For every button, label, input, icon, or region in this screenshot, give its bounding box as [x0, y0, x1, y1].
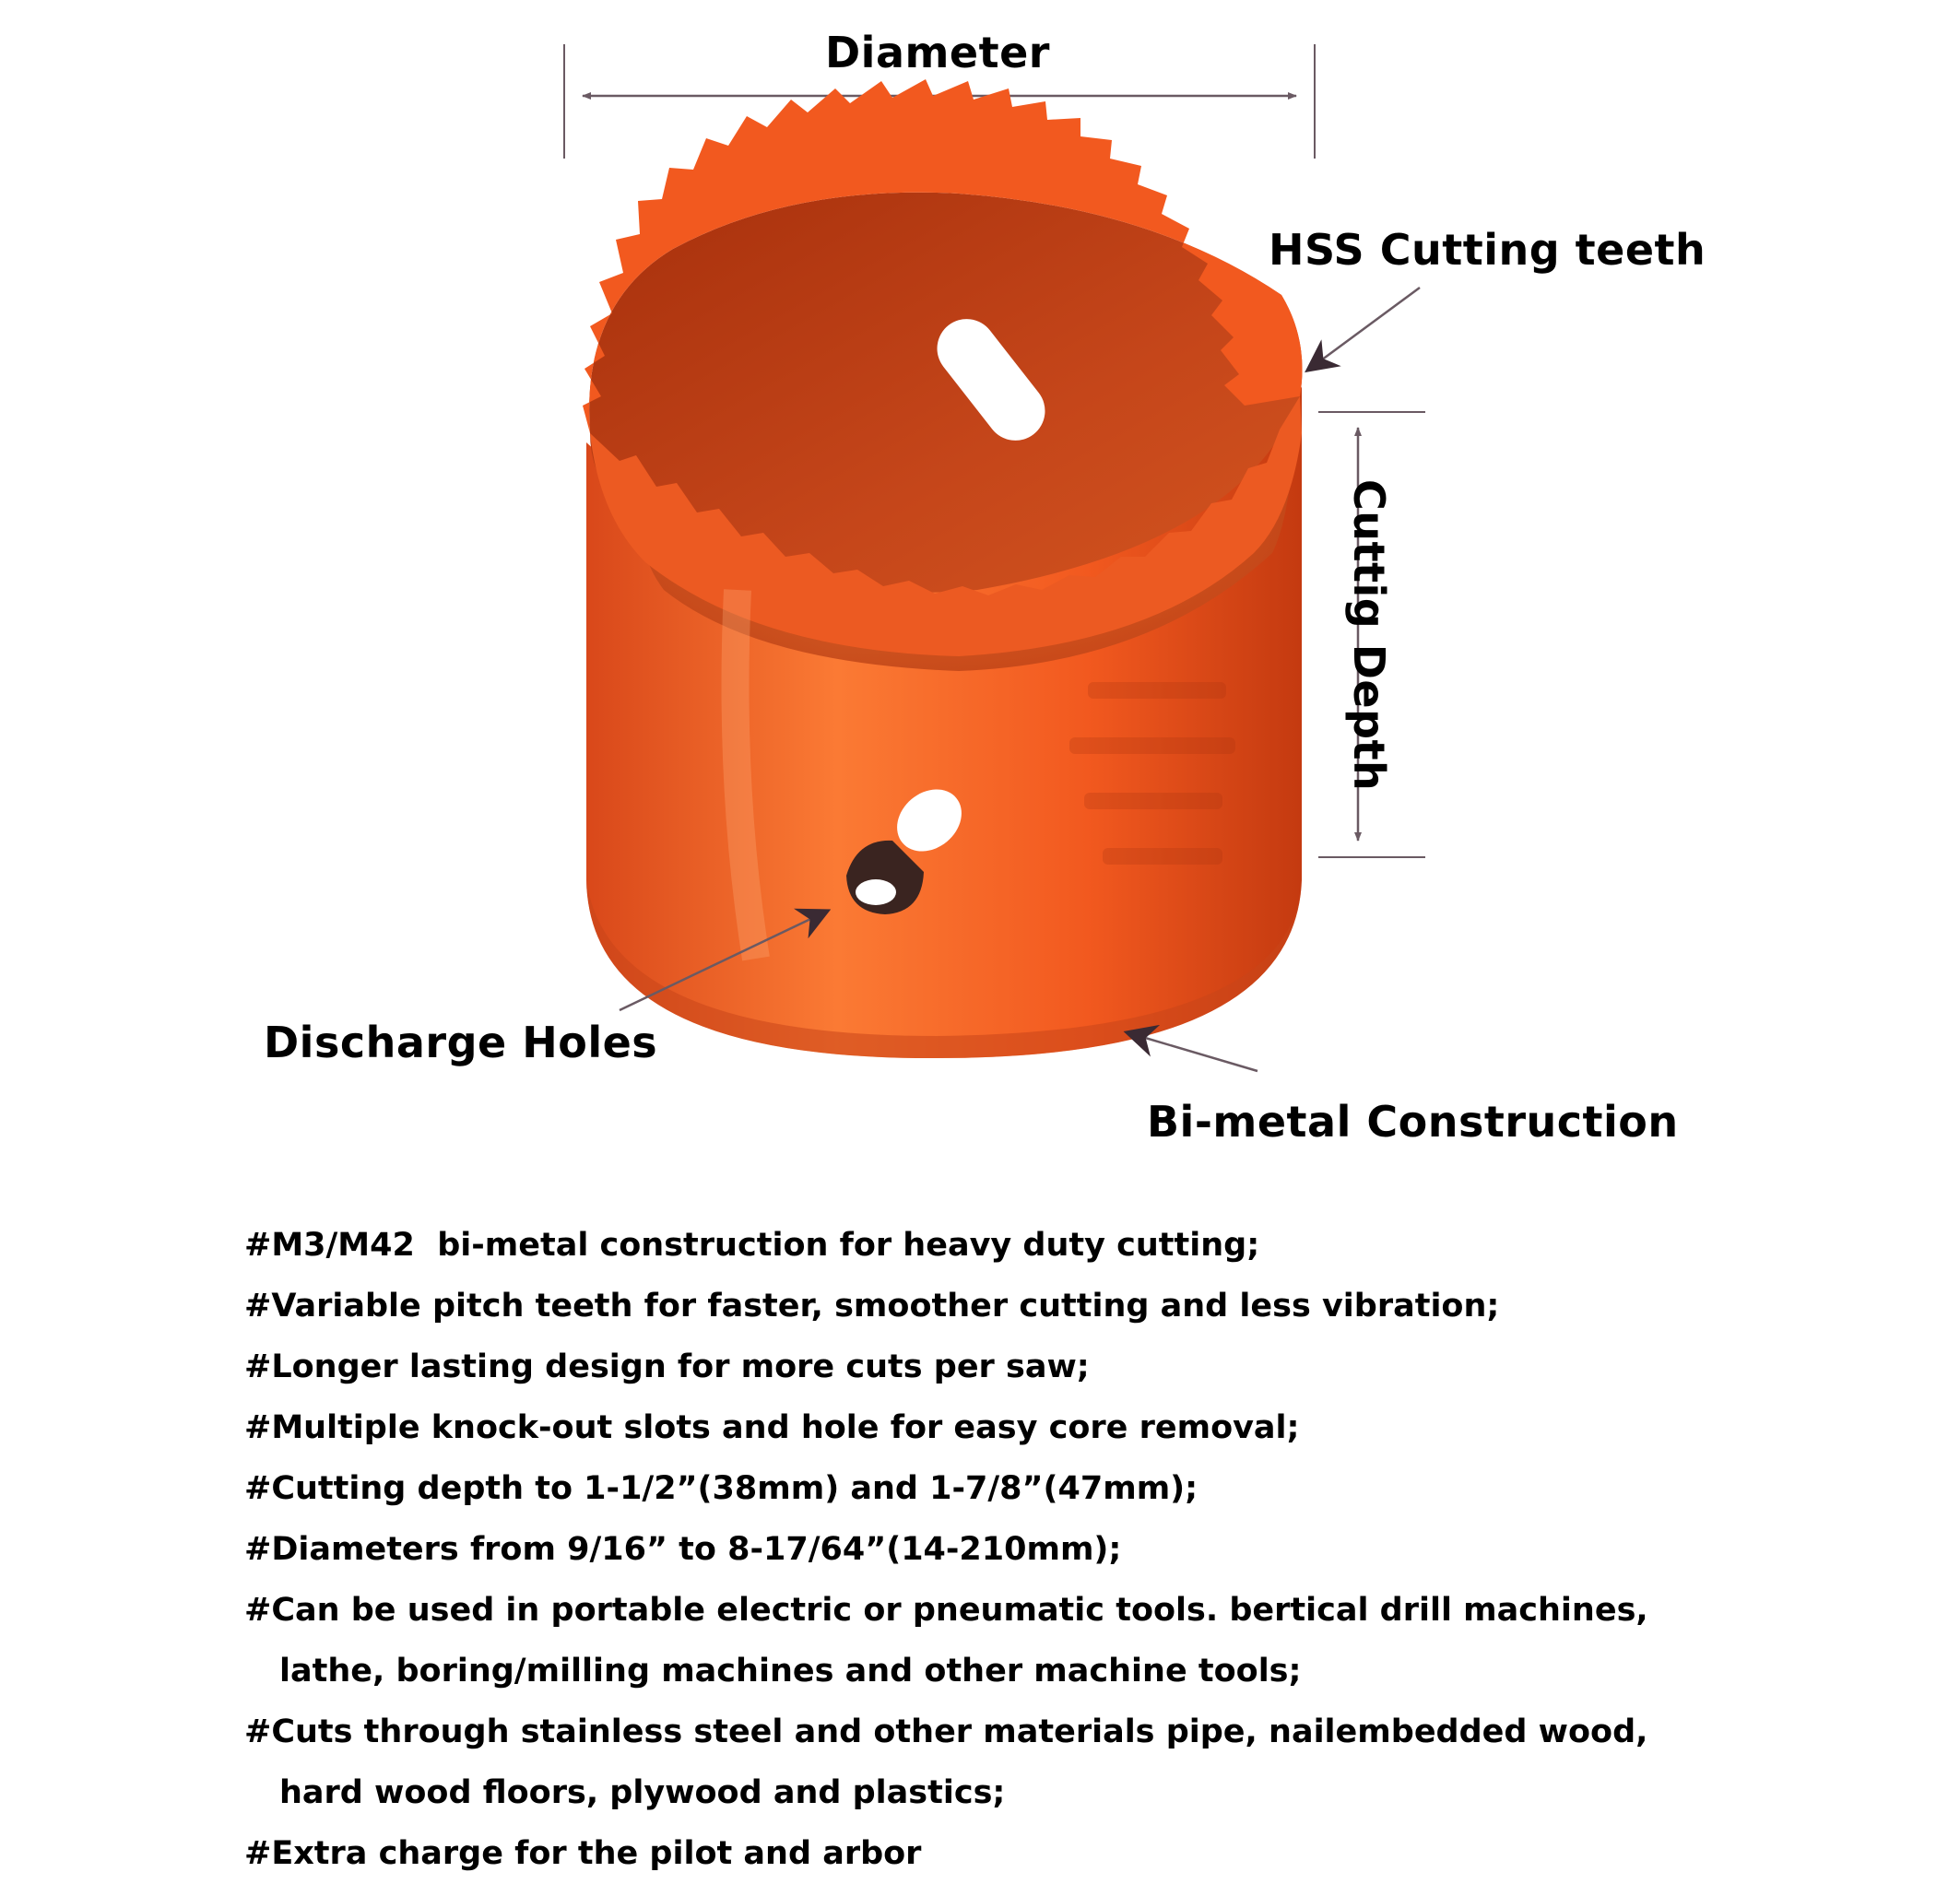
- hss-pointer: [1307, 288, 1420, 371]
- feature-item: [244, 1276, 1904, 1336]
- feature-line: #Diameters from 9/16” to 8-17/64”(14-210mm);: [244, 1531, 1122, 1568]
- feature-line: #Can be used in portable electric or pneumatic tools. bertical drill machines,: [244, 1592, 1648, 1629]
- feature-item: [244, 1458, 1904, 1519]
- feature-line: #M3/M42 bi-metal construction for heavy duty cutting;: [244, 1227, 1260, 1264]
- feature-line: #Variable pitch teeth for faster, smoother cutting and less vibration;: [244, 1288, 1500, 1325]
- feature-line: #Cuts through stainless steel and other materials pipe, nailembedded wood,: [244, 1713, 1648, 1750]
- feature-list: [244, 1215, 1904, 1884]
- feature-item: [244, 1215, 1904, 1276]
- hole-saw: [583, 79, 1303, 1058]
- feature-line: #Longer lasting design for more cuts per saw;: [244, 1348, 1090, 1385]
- bimetal-pointer: [1127, 1032, 1257, 1071]
- feature-item: [244, 1580, 1904, 1701]
- hss-cutting-teeth-label: HSS Cutting teeth: [1269, 225, 1706, 275]
- feature-item: [244, 1397, 1904, 1458]
- feature-item: [244, 1336, 1904, 1397]
- feature-line: #Cutting depth to 1-1/2”(38mm) and 1-7/8”(47mm);: [244, 1470, 1198, 1507]
- diameter-label: Diameter: [825, 28, 1050, 77]
- feature-item: [244, 1701, 1904, 1823]
- feature-line-continued: lathe, boring/milling machines and other machine tools;: [279, 1653, 1302, 1690]
- feature-line: #Multiple knock-out slots and hole for easy core removal;: [244, 1409, 1300, 1446]
- feature-line-continued: hard wood floors, plywood and plastics;: [279, 1774, 1006, 1811]
- feature-line: #Extra charge for the pilot and arbor: [244, 1835, 922, 1872]
- cutting-depth-label: Cuttig Depth: [1344, 479, 1394, 792]
- bimetal-construction-label: Bi-metal Construction: [1147, 1097, 1679, 1147]
- feature-item: [244, 1823, 1904, 1884]
- feature-item: [244, 1519, 1904, 1580]
- discharge-holes-label: Discharge Holes: [264, 1018, 658, 1067]
